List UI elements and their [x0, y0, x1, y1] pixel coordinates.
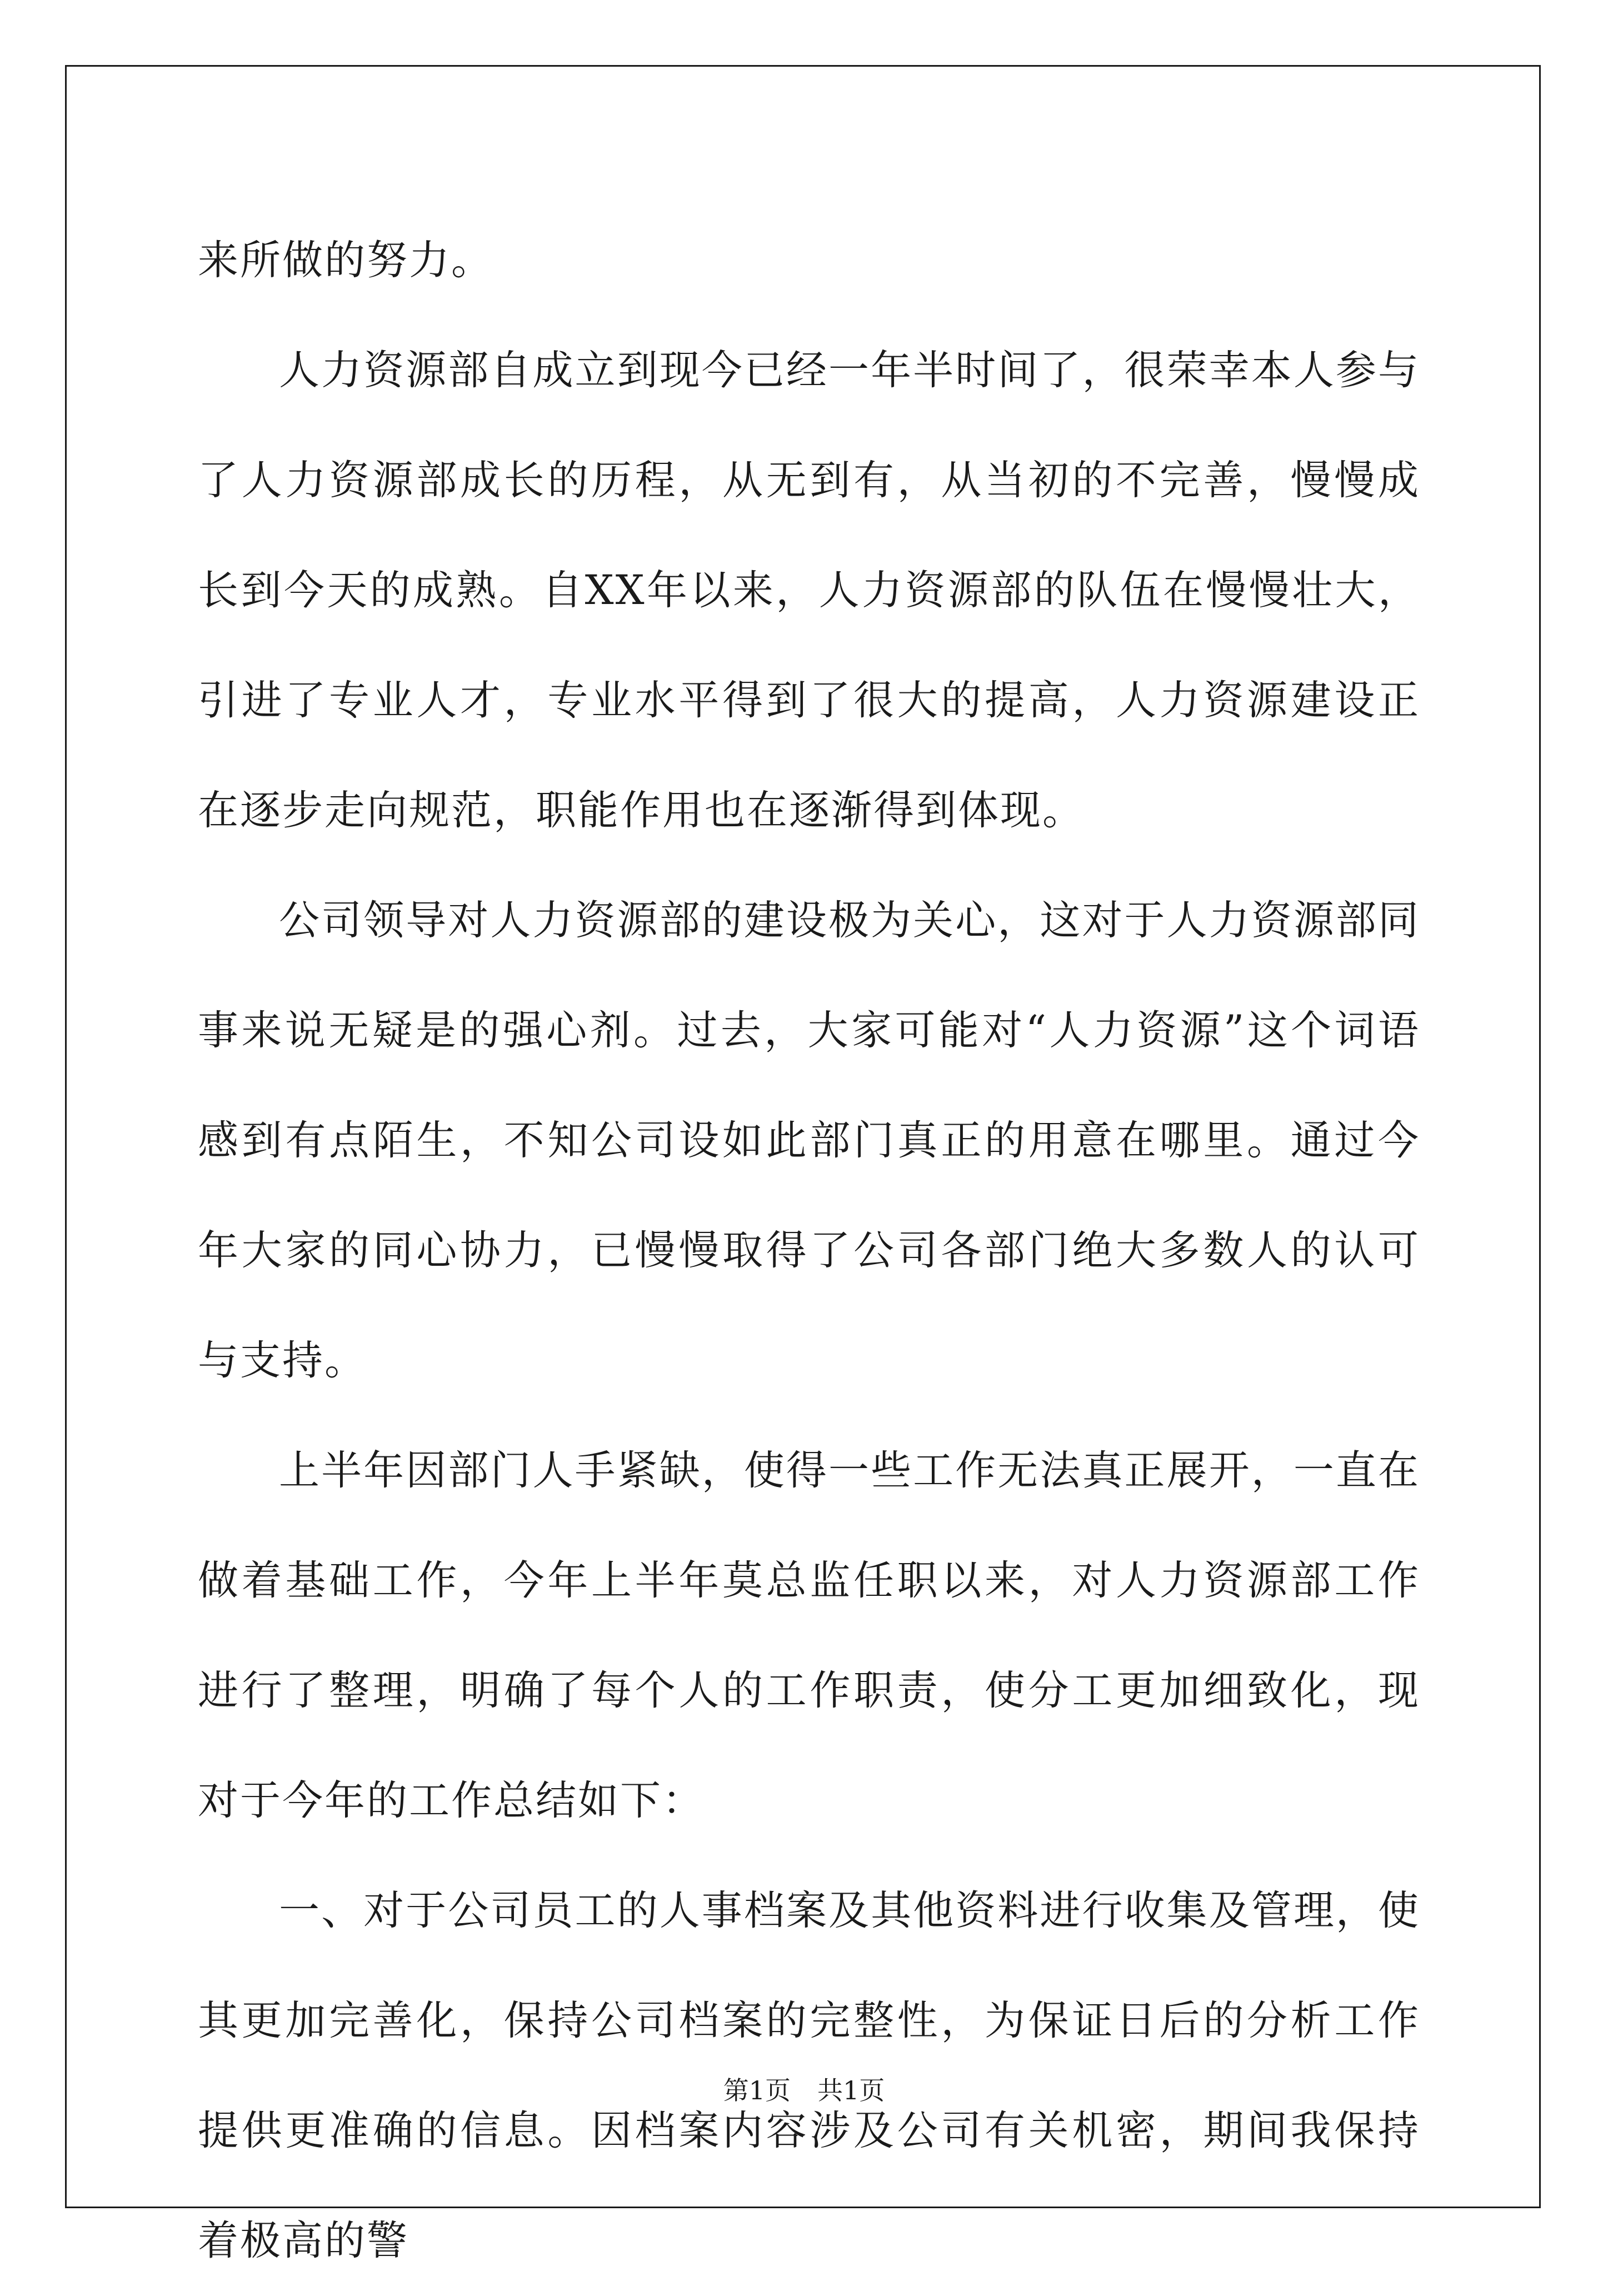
paragraph: 来所做的努力。 [198, 237, 493, 284]
paragraph: 一、对于公司员工的人事档案及其他资料进行收集及管理，使其更加完善化，保持公司档案的完整性，为保证日后的分析工作提供更准确的信息。因档案内容涉及公司有关机密，期间我保持着极高的警 [198, 1887, 1420, 2264]
paragraph: 人力资源部自成立到现今已经一年半时间了，很荣幸本人参与了人力资源部成长的历程，从无到有，从当初的不完善，慢慢成长到今天的成熟。自XX年以来，人力资源部的队伍在慢慢壮大，引进了专业人才，专业水平得到了很大的提高，人力资源建设正在逐步走向规范，职能作用也在逐渐得到体现。 [198, 347, 1420, 834]
page-footer [0, 2070, 1608, 2107]
page-total: 共1页 [817, 2075, 885, 2105]
paragraph: 公司领导对人力资源部的建设极为关心，这对于人力资源部同事来说无疑是的强心剂。过去，大家可能对“人力资源”这个词语感到有点陌生，不知公司设如此部门真正的用意在哪里。通过今年大家的同心协力，已慢慢取得了公司各部门绝大多数人的认可与支持。 [198, 897, 1420, 1384]
page-number: 第1页 [723, 2075, 791, 2105]
document-body [198, 206, 1420, 2296]
paragraph: 上半年因部门人手紧缺，使得一些工作无法真正展开，一直在做着基础工作，今年上半年莫总监任职以来，对人力资源部工作进行了整理，明确了每个人的工作职责，使分工更加细致化，现对于今年的工作总结如下： [198, 1447, 1420, 1824]
